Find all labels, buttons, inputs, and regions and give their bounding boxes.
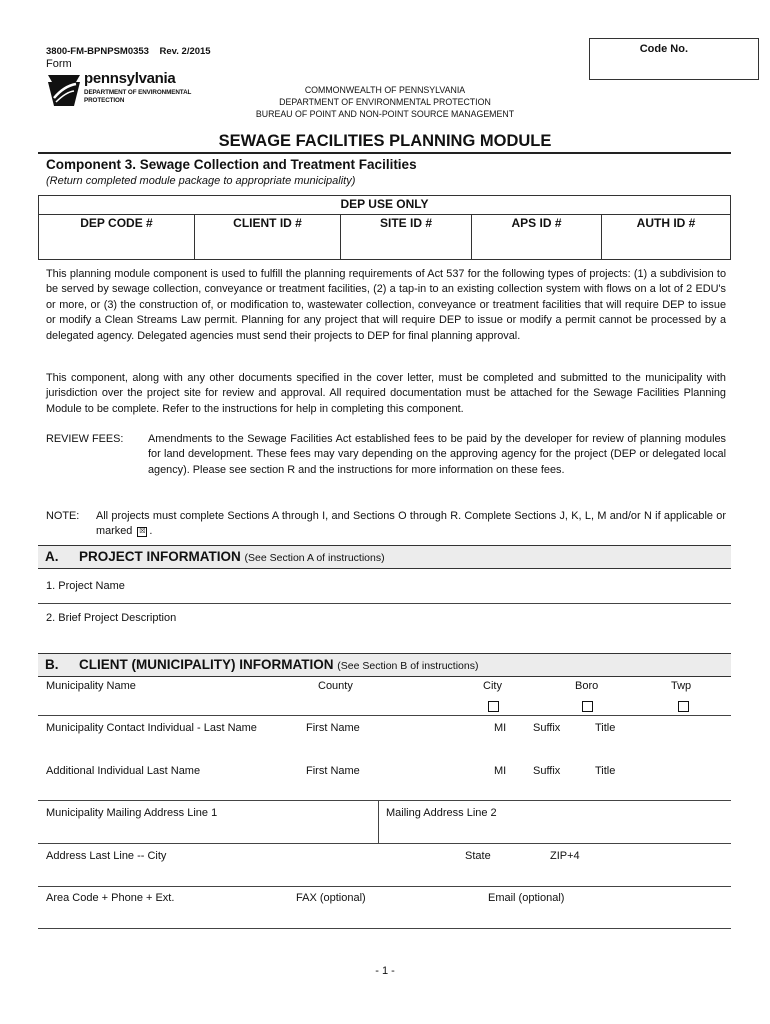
site-id-cell[interactable] xyxy=(341,214,472,260)
site-id-label: SITE ID # xyxy=(379,216,432,230)
twp-label: Twp xyxy=(671,680,692,692)
additional-first-name-field[interactable]: First Name xyxy=(306,765,360,777)
section-b-header xyxy=(38,653,731,677)
divider xyxy=(378,800,379,843)
auth-id-cell[interactable] xyxy=(602,214,730,260)
agency-block xyxy=(200,84,570,120)
boro-label: Boro xyxy=(575,680,599,692)
city-checkbox[interactable] xyxy=(488,701,499,712)
dep-use-table xyxy=(38,195,731,260)
address-city-field[interactable]: Address Last Line -- City xyxy=(46,850,167,862)
project-description-field[interactable]: 2. Brief Project Description xyxy=(46,612,177,624)
twp-checkbox[interactable] xyxy=(678,701,689,712)
dep-code-cell[interactable] xyxy=(39,214,195,260)
code-no-label: Code No. xyxy=(639,43,688,55)
section-b-title-wrap xyxy=(79,657,478,672)
municipality-name-field[interactable]: Municipality Name xyxy=(46,680,136,692)
note-label: NOTE: xyxy=(46,510,80,522)
mailing-address-2-field[interactable]: Mailing Address Line 2 xyxy=(386,807,497,819)
logo-dept-line1: DEPARTMENT OF ENVIRONMENTAL xyxy=(84,89,192,96)
city-label: City xyxy=(483,680,502,692)
page-title: SEWAGE FACILITIES PLANNING MODULE xyxy=(218,132,552,150)
keystone-icon xyxy=(46,72,82,108)
project-name-field[interactable]: 1. Project Name xyxy=(46,580,125,592)
review-fees-text: Amendments to the Sewage Facilities Act established fees to be paid by the developer for review of planning modules for land development. These fees may vary depending on the approving agency for the project (DEP or delegated local agency). Please see section R and the instructions for more information on these fees. xyxy=(148,433,726,476)
agency-line-1: COMMONWEALTH OF PENNSYLVANIA xyxy=(304,85,466,95)
code-no-field[interactable] xyxy=(589,38,759,80)
logo-dept-line2: PROTECTION xyxy=(84,96,125,104)
aps-id-label: APS ID # xyxy=(511,216,562,230)
fax-field[interactable]: FAX (optional) xyxy=(296,892,366,904)
divider xyxy=(38,800,731,801)
contact-mi-field[interactable]: MI xyxy=(494,722,507,734)
form-number: 3800-FM-BPNPSM0353 xyxy=(46,46,149,57)
client-id-label: CLIENT ID # xyxy=(233,216,302,230)
additional-title-field[interactable]: Title xyxy=(595,765,616,777)
review-fees-block xyxy=(46,432,726,478)
section-a-header xyxy=(38,545,731,569)
contact-suffix-field[interactable]: Suffix xyxy=(533,722,561,734)
section-b-letter: B. xyxy=(45,657,59,672)
note-text-wrap xyxy=(96,509,726,540)
return-note: (Return completed module package to appropriate municipality) xyxy=(46,175,356,187)
email-field[interactable]: Email (optional) xyxy=(488,892,565,904)
divider xyxy=(38,928,731,929)
component-title: Component 3. Sewage Collection and Treatment Facilities xyxy=(46,157,417,172)
zip-field[interactable]: ZIP+4 xyxy=(550,850,580,862)
client-id-cell[interactable] xyxy=(195,214,341,260)
county-field[interactable]: County xyxy=(318,680,353,692)
auth-id-label: AUTH ID # xyxy=(636,216,696,230)
agency-line-3: BUREAU OF POINT AND NON-POINT SOURCE MANAGEMENT xyxy=(255,109,515,119)
pa-dep-logo xyxy=(46,70,216,110)
divider xyxy=(38,715,731,716)
contact-first-name-field[interactable]: First Name xyxy=(306,722,360,734)
additional-last-name-field[interactable]: Additional Individual Last Name xyxy=(46,765,201,777)
contact-title-field[interactable]: Title xyxy=(595,722,616,734)
form-number-block xyxy=(46,46,211,71)
divider xyxy=(38,603,731,604)
agency-line-2: DEPARTMENT OF ENVIRONMENTAL PROTECTION xyxy=(279,97,491,107)
section-a-subtitle: (See Section A of instructions) xyxy=(244,552,385,564)
section-a-title-wrap xyxy=(79,549,385,564)
divider xyxy=(38,843,731,844)
additional-mi-field[interactable]: MI xyxy=(494,765,507,777)
contact-last-name-field[interactable]: Municipality Contact Individual - Last Name xyxy=(46,722,257,734)
additional-suffix-field[interactable]: Suffix xyxy=(533,765,561,777)
section-a-letter: A. xyxy=(45,549,59,564)
note-block xyxy=(46,509,726,540)
section-b-subtitle: (See Section B of instructions) xyxy=(337,660,479,672)
checked-box-icon: ☒ xyxy=(139,527,146,535)
aps-id-cell[interactable] xyxy=(472,214,602,260)
dep-use-heading: DEP USE ONLY xyxy=(39,196,730,215)
dep-code-label: DEP CODE # xyxy=(80,216,153,230)
phone-field[interactable]: Area Code + Phone + Ext. xyxy=(46,892,175,904)
section-a-title: PROJECT INFORMATION xyxy=(79,549,241,564)
mailing-address-1-field[interactable]: Municipality Mailing Address Line 1 xyxy=(46,807,218,819)
logo-wordmark: pennsylvania xyxy=(84,70,176,87)
logo-department xyxy=(84,89,191,104)
divider xyxy=(38,886,731,887)
form-revision: Rev. 2/2015 xyxy=(159,46,211,57)
note-end: . xyxy=(149,525,153,538)
page-number: - 1 - xyxy=(375,965,395,977)
boro-checkbox[interactable] xyxy=(582,701,593,712)
form-label: Form xyxy=(46,58,72,70)
intro-paragraph-1: This planning module component is used to fulfill the planning requirements of Act 537 for the following types of projects: (1) a subdivision to be served by sewage collection, conveyance or treatment facilities, (2) a tap-in to an existing collection system with flows on a lot of 2 EDU's or more, or (3) the construction of, or modification to, wastewater collection, conveyance or treatment facilities that will require DEP to issue or modify a Clean Streams Law permit. Planning for any project that will require DEP to issue or modify a permit cannot be processed by a delegated agency. Delegated agencies must send their projects to DEP for final planning approval. xyxy=(46,268,726,342)
section-b-title: CLIENT (MUNICIPALITY) INFORMATION xyxy=(79,657,334,672)
note-text: All projects must complete Sections A through I, and Sections O through R. Complete Sections J, K, L, M and/or N if applicable or marked xyxy=(96,510,726,538)
review-fees-label: REVIEW FEES: xyxy=(46,433,124,445)
state-field[interactable]: State xyxy=(465,850,491,862)
intro-paragraph-2: This component, along with any other documents specified in the cover letter, must be completed and submitted to the municipality with jurisdiction over the project site for review and approval. All required documentation must be attached for the Sewage Facilities Planning Module to be complete. Refer to the instructions for help in completing this component. xyxy=(46,372,726,415)
title-divider xyxy=(38,152,731,154)
